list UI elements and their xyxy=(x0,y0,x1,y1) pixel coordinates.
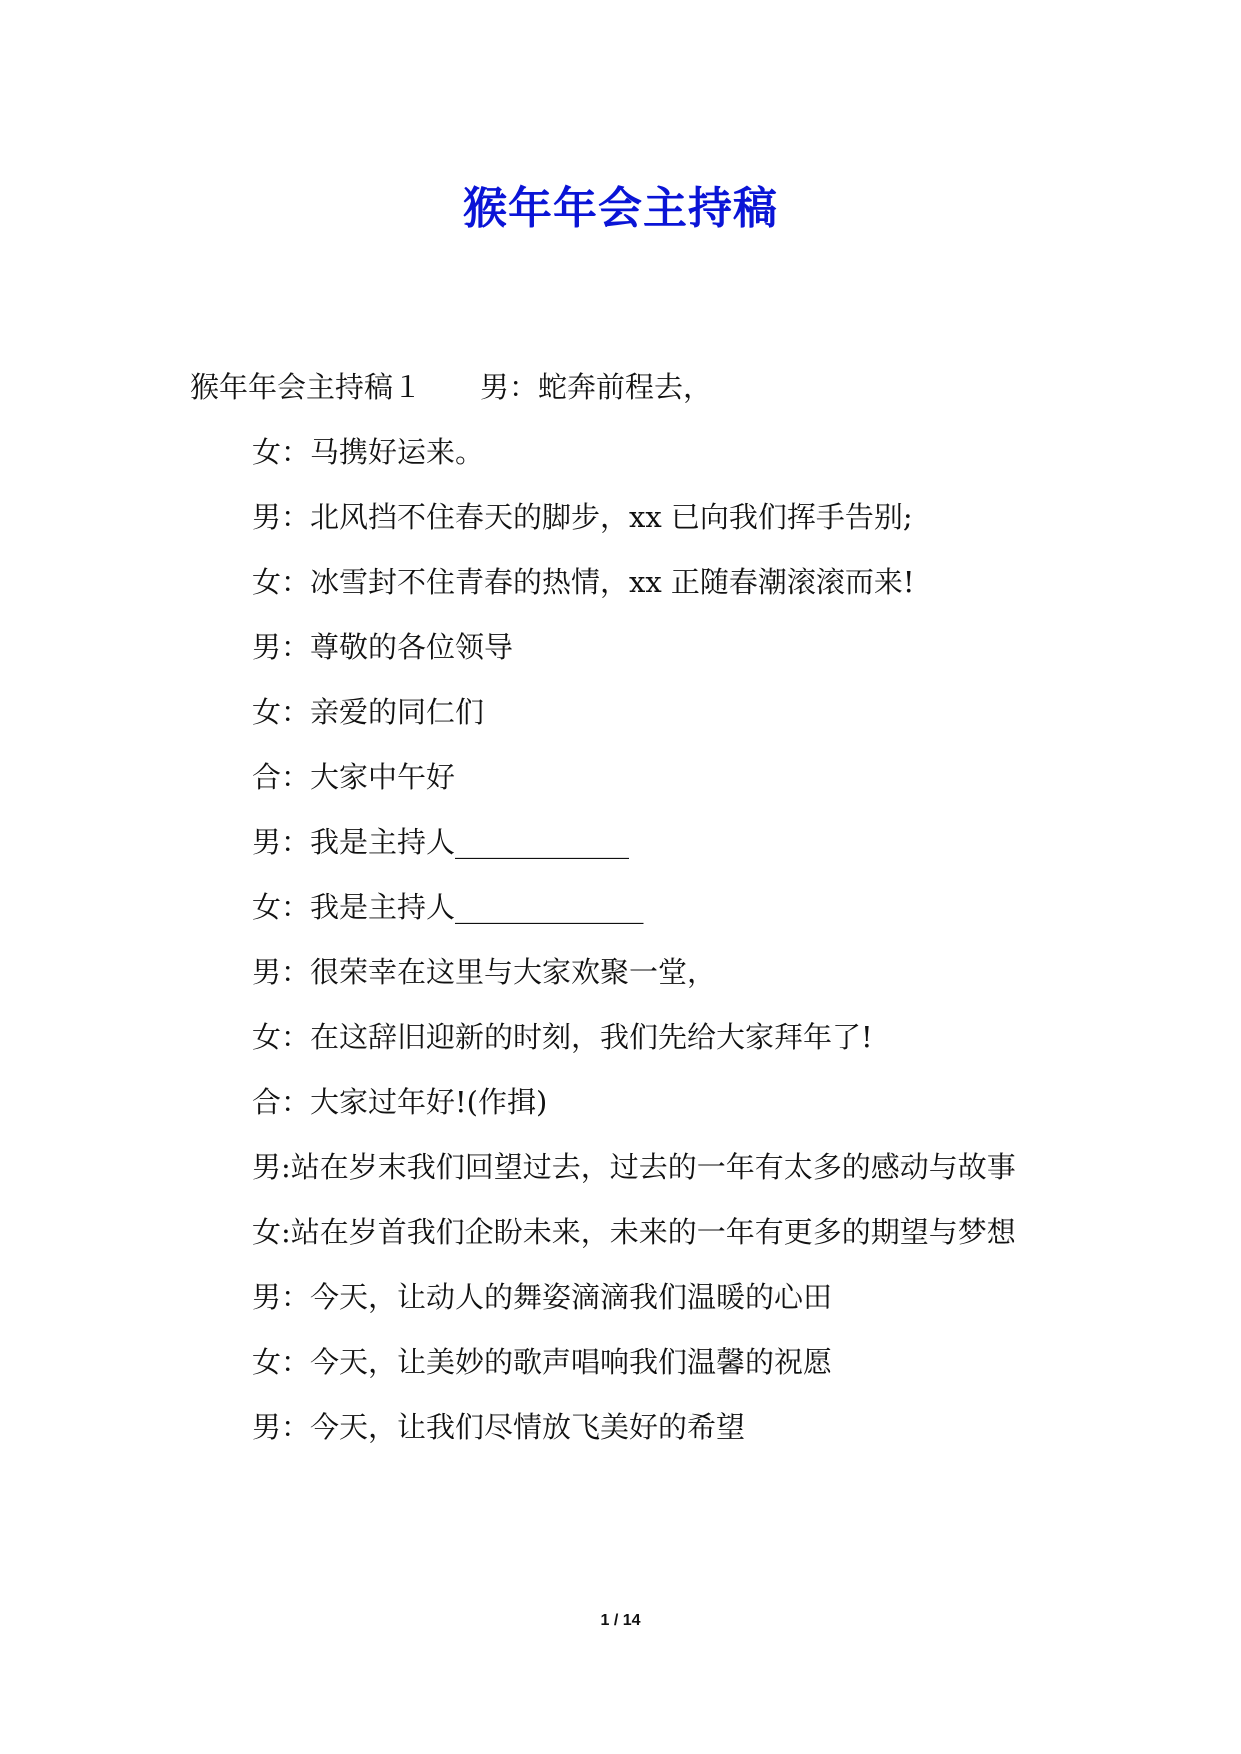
paragraph: 男：今天，让动人的舞姿滴滴我们温暖的心田 xyxy=(252,1280,833,1314)
paragraph: 男：尊敬的各位领导 xyxy=(252,630,514,664)
paragraph: 女：亲爱的同仁们 xyxy=(252,695,485,729)
page-number: 1 / 14 xyxy=(600,1612,641,1629)
paragraph: 男：我是主持人____________ xyxy=(252,825,630,859)
paragraph: 合：大家中午好 xyxy=(252,760,456,794)
document-body xyxy=(190,355,1070,1460)
paragraph: 女：我是主持人_____________ xyxy=(252,890,644,924)
paragraph: 女：冰雪封不住青春的热情，xx 正随春潮滚滚而来! xyxy=(252,565,915,599)
paragraph: 女:站在岁首我们企盼未来，未来的一年有更多的期望与梦想 xyxy=(252,1215,1016,1249)
document-title: 猴年年会主持稿 xyxy=(463,183,778,235)
paragraph: 猴年年会主持稿１ 男：蛇奔前程去， xyxy=(190,370,713,404)
paragraph: 女：马携好运来。 xyxy=(252,435,485,469)
paragraph: 合：大家过年好!(作揖) xyxy=(252,1085,548,1119)
paragraph: 女：在这辞旧迎新的时刻，我们先给大家拜年了! xyxy=(252,1020,873,1054)
paragraph: 男:站在岁末我们回望过去，过去的一年有太多的感动与故事 xyxy=(252,1150,1016,1184)
paragraph: 男：北风挡不住春天的脚步，xx 已向我们挥手告别; xyxy=(252,500,913,534)
paragraph: 男：今天，让我们尽情放飞美好的希望 xyxy=(252,1410,746,1444)
paragraph: 男：很荣幸在这里与大家欢聚一堂， xyxy=(252,955,717,989)
paragraph: 女：今天，让美妙的歌声唱响我们温馨的祝愿 xyxy=(252,1345,833,1379)
